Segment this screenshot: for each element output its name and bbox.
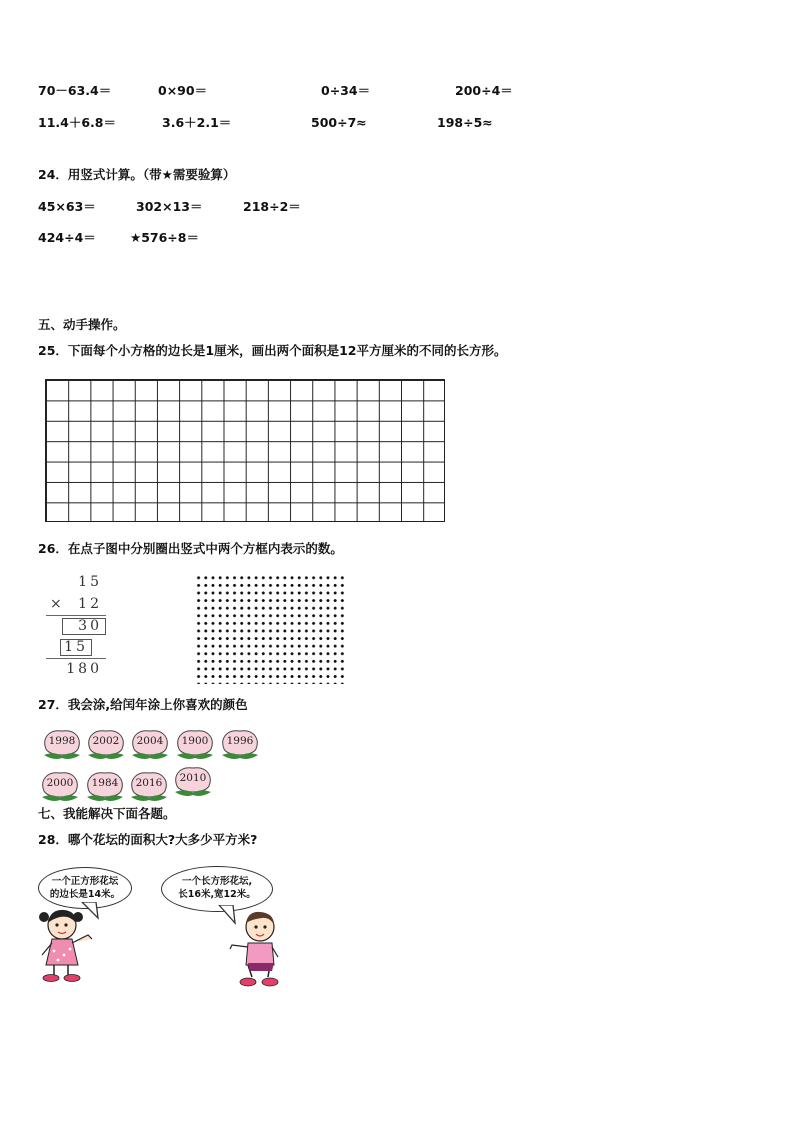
- boy-icon: [226, 905, 286, 991]
- peach-year[interactable]: [171, 762, 215, 798]
- section-7-heading: 七、我能解决下面各题。: [38, 806, 176, 821]
- peach-year[interactable]: [40, 725, 84, 761]
- q24-item: 218÷2＝: [243, 199, 301, 214]
- bubble-line: 长16米,宽12米。: [178, 889, 256, 900]
- vertical-top: 15: [78, 574, 102, 590]
- square-grid[interactable]: [45, 379, 445, 522]
- q24-title: 24．用竖式计算。（带★需要验算）: [38, 167, 236, 182]
- bubble-line: 的边长是14米。: [49, 889, 121, 900]
- vertical-result: 180: [66, 661, 102, 677]
- peach-year[interactable]: [173, 725, 217, 761]
- oral-item: 70－63.4＝: [38, 83, 112, 98]
- oral-item: 11.4＋6.8＝: [38, 115, 116, 130]
- vertical-partial-1: 30: [78, 618, 102, 634]
- year-label: 2004: [136, 735, 164, 747]
- dot-grid[interactable]: [195, 574, 345, 684]
- oral-item: 0×90＝: [158, 83, 208, 98]
- q26-title: 26．在点子图中分别圈出竖式中两个方框内表示的数。: [38, 541, 343, 556]
- oral-item: 198÷5≈: [437, 115, 493, 130]
- vertical-multiplication: [38, 574, 110, 680]
- peach-year[interactable]: [128, 725, 172, 761]
- year-label: 2016: [135, 777, 163, 789]
- year-label: 2010: [179, 772, 207, 784]
- year-label: 1900: [181, 735, 209, 747]
- q28-title: 28．哪个花坛的面积大?大多少平方米?: [38, 832, 258, 847]
- oral-item: 3.6＋2.1＝: [162, 115, 232, 130]
- year-label: 1998: [48, 735, 76, 747]
- q25-title: 25．下面每个小方格的边长是1厘米，画出两个面积是12平方厘米的不同的长方形。: [38, 343, 507, 358]
- year-label: 1996: [226, 735, 254, 747]
- peach-year[interactable]: [218, 725, 262, 761]
- bubble-line: 一个长方形花坛,: [181, 876, 253, 887]
- peach-year[interactable]: [83, 767, 127, 803]
- q27-title: 27．我会涂,给闰年涂上你喜欢的颜色: [38, 697, 248, 712]
- vertical-line: [46, 658, 106, 659]
- vertical-mult: 12: [78, 596, 102, 612]
- peach-year[interactable]: [38, 767, 82, 803]
- year-label: 2002: [92, 735, 120, 747]
- peach-year[interactable]: [84, 725, 128, 761]
- peach-year[interactable]: [127, 767, 171, 803]
- q24-item: 424÷4＝: [38, 230, 96, 245]
- vertical-op: ×: [50, 596, 62, 612]
- q24-item: ★576÷8＝: [130, 230, 199, 245]
- girl-icon: [34, 905, 102, 985]
- section-5-heading: 五、动手操作。: [38, 317, 126, 332]
- vertical-partial-2: 15: [64, 639, 88, 655]
- oral-item: 200÷4＝: [455, 83, 513, 98]
- vertical-line: [46, 615, 106, 616]
- q24-item: 45×63＝: [38, 199, 96, 214]
- oral-item: 500÷7≈: [311, 115, 367, 130]
- year-label: 1984: [91, 777, 119, 789]
- oral-item: 0÷34＝: [321, 83, 371, 98]
- year-label: 2000: [46, 777, 74, 789]
- bubble-line: 一个正方形花坛: [51, 876, 119, 887]
- q24-item: 302×13＝: [136, 199, 203, 214]
